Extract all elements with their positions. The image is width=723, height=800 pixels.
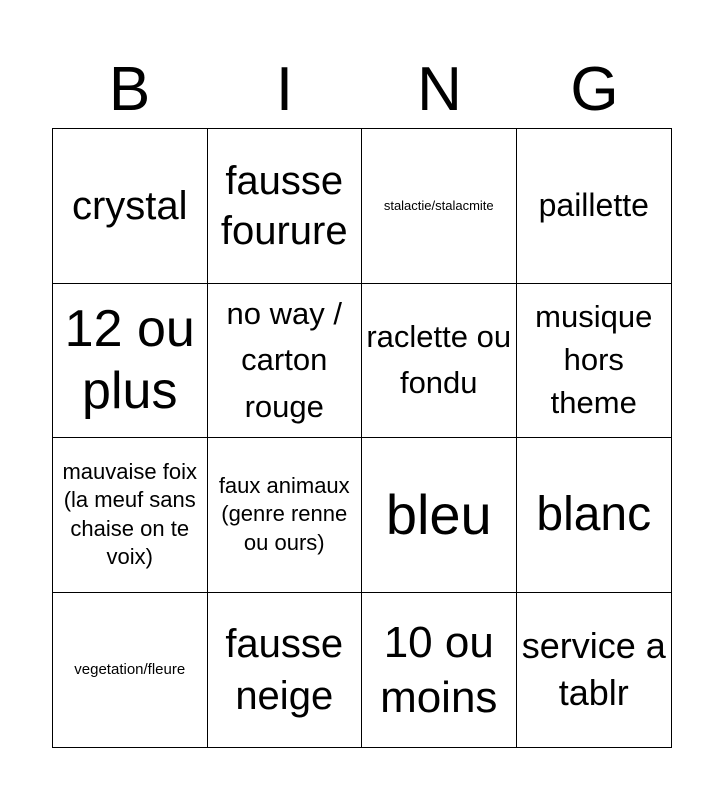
cell-label: bleu [385, 482, 492, 546]
header-letter-n: N [417, 55, 462, 124]
bingo-cell[interactable] [362, 593, 517, 748]
bingo-cell[interactable] [362, 438, 517, 593]
cell-label: 12 ou plus [64, 299, 195, 421]
bingo-cell[interactable] [362, 129, 517, 284]
cell-label: paillette [538, 187, 649, 224]
cell-label: raclette ou fondu [366, 318, 512, 401]
header-letter-b: B [108, 55, 151, 124]
bingo-cell[interactable] [53, 129, 208, 284]
bingo-cell[interactable] [517, 129, 672, 284]
cell-label: fausse neige [225, 621, 344, 718]
cell-label: crystal [71, 183, 188, 228]
bingo-cell[interactable] [517, 593, 672, 748]
cell-label: vegetation/fleure [74, 660, 186, 678]
bingo-board [52, 128, 672, 748]
bingo-cell[interactable] [208, 129, 363, 284]
bingo-cell[interactable] [208, 438, 363, 593]
cell-label: blanc [536, 487, 652, 541]
bingo-cell[interactable] [53, 284, 208, 439]
cell-label: stalactie/stalacmite [383, 197, 494, 213]
bingo-cell[interactable] [517, 284, 672, 439]
bingo-cell[interactable] [517, 438, 672, 593]
cell-label: service a tablr [521, 624, 666, 713]
bingo-cell[interactable] [208, 593, 363, 748]
bingo-header [52, 52, 672, 128]
cell-label: no way / carton rouge [226, 295, 342, 424]
cell-label: faux animaux (genre renne ou ours) [218, 472, 350, 556]
cell-label: fausse fourure [220, 158, 348, 253]
bingo-cell[interactable] [362, 284, 517, 439]
bingo-cell[interactable] [53, 593, 208, 748]
bingo-cell[interactable] [53, 438, 208, 593]
cell-label: mauvaise foix (la meuf sans chaise on te voix) [62, 458, 197, 570]
bingo-cell[interactable] [208, 284, 363, 439]
cell-label: 10 ou moins [380, 617, 498, 722]
header-letter-i: I [275, 55, 294, 124]
cell-label: musique hors theme [535, 299, 653, 420]
header-letter-g: G [570, 55, 619, 124]
